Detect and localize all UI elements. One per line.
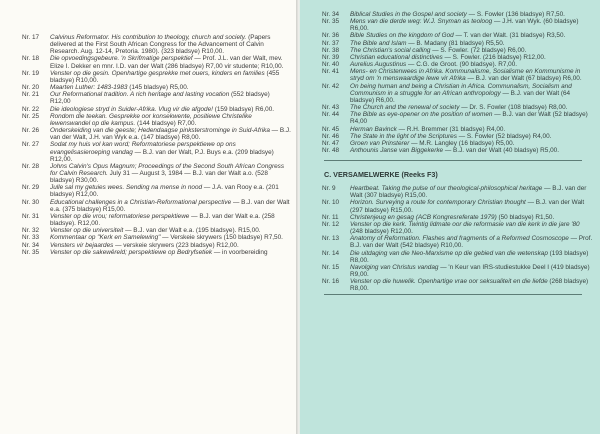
list-item bbox=[22, 141, 292, 162]
list-item bbox=[322, 40, 594, 47]
entry-details: — B.J. van der Walt (307 bladsye) R15,00. bbox=[350, 185, 587, 200]
entry-details: — B.J. van der Walt (40 bladsye) R5,00. bbox=[443, 146, 560, 154]
entry-text bbox=[350, 61, 594, 68]
entry-text bbox=[350, 104, 594, 111]
list-item bbox=[322, 111, 594, 125]
entry-number: Nr. 40 bbox=[322, 61, 340, 69]
entry-title: The Bible as eye-opener on the position of women bbox=[350, 111, 493, 119]
entry-details: — C.G. de Groot. (90 bladsye). R7,00. bbox=[406, 61, 518, 69]
entry-title: Anatomy of Reformation. Flashes and fragments of a Reformed Cosmoscope bbox=[350, 235, 569, 243]
entry-text bbox=[50, 70, 292, 84]
entry-number: Nr. 35 bbox=[22, 248, 40, 256]
entry-title: Venster op die kerk. Twintig lidmate oor die reformasie van die kerk in die jare '80 bbox=[350, 220, 580, 228]
section-heading: C. VERSAMELWERKE (Reeks F3) bbox=[324, 170, 438, 180]
entry-details: — S. Fowler. (216 bladsye) R12,00. bbox=[442, 53, 546, 61]
entry-title: Groen van Prinsterer bbox=[350, 139, 410, 147]
entry-number: Nr. 44 bbox=[322, 111, 340, 119]
entry-number: Nr. 41 bbox=[322, 68, 340, 76]
entry-details: (159 bladsye) R6,00. bbox=[212, 105, 275, 113]
list-item bbox=[22, 55, 292, 69]
entry-number: Nr. 25 bbox=[22, 112, 40, 120]
list-item bbox=[22, 84, 292, 91]
entry-number: Nr. 29 bbox=[22, 184, 40, 192]
entry-number: Nr. 39 bbox=[322, 53, 340, 61]
entry-details: — M.R. Langley (16 bladsye) R5,00. bbox=[409, 139, 515, 147]
entry-text bbox=[50, 184, 292, 198]
list-item bbox=[322, 278, 594, 292]
entry-title: Our Reformational tradition. A rich heritage and lasting vocation bbox=[50, 91, 230, 99]
entry-details: — S. Fowler. (72 bladsye) R6,00. bbox=[430, 46, 527, 54]
left-entry-list bbox=[22, 34, 292, 256]
section-entry-list bbox=[322, 185, 594, 292]
entry-title: Venster op die gesin. Openhartige gesprekke met ouers, kinders en families bbox=[50, 69, 265, 77]
entry-title: Bible Studies on the kingdom of God bbox=[350, 32, 454, 40]
entry-text bbox=[350, 68, 594, 82]
entry-details: (145 bladsye) R5,00. bbox=[127, 84, 189, 92]
list-item bbox=[22, 106, 292, 113]
entry-details: — J.A. van Rooy e.a. (201 bladsye) R12,00. bbox=[50, 184, 279, 199]
entry-title: Educational challenges in a Christian-Reformational perspective bbox=[50, 198, 232, 206]
list-item bbox=[322, 235, 594, 249]
entry-number: Nr. 28 bbox=[22, 162, 40, 170]
entry-text bbox=[350, 47, 594, 54]
entry-number: Nr. 36 bbox=[322, 32, 340, 40]
entry-number: Nr. 42 bbox=[322, 82, 340, 90]
entry-text bbox=[350, 40, 594, 47]
entry-text bbox=[50, 55, 292, 69]
entry-text bbox=[50, 127, 292, 141]
list-item bbox=[22, 199, 292, 213]
entry-number: Nr. 35 bbox=[322, 18, 340, 26]
entry-details: — Verskeie skrywers (150 bladsye) R7,50. bbox=[160, 234, 283, 242]
entry-text bbox=[350, 214, 594, 221]
entry-number: Nr. 47 bbox=[322, 139, 340, 147]
entry-title: Aurelius Augustinus bbox=[350, 61, 407, 69]
entry-details: — B.J. van der Walt e.a. (195 bladsye). R15,00. bbox=[123, 227, 261, 235]
entry-text bbox=[350, 140, 594, 147]
list-item bbox=[22, 163, 292, 184]
entry-number: Nr. 37 bbox=[322, 39, 340, 47]
section-divider bbox=[324, 160, 582, 161]
entry-number: Nr. 13 bbox=[322, 235, 340, 243]
entry-text bbox=[350, 32, 594, 39]
entry-number: Nr. 12 bbox=[322, 220, 340, 228]
entry-title: Anthounis Janse van Biggekerke bbox=[350, 146, 444, 154]
right-page bbox=[300, 0, 600, 434]
entry-number: Nr. 16 bbox=[322, 278, 340, 286]
entry-text bbox=[50, 163, 292, 184]
entry-details: — B.J. van der Walt e.a. (258 bladsye). R12,00. bbox=[50, 212, 275, 228]
list-item bbox=[322, 264, 594, 278]
entry-title: Navolging van Christus vandag bbox=[350, 263, 439, 271]
entry-title: Vensters vir bejaardes bbox=[50, 241, 114, 249]
entry-text bbox=[350, 11, 594, 18]
entry-details: — B.J. van der Walt (67 bladsye) R6,00. bbox=[465, 75, 582, 83]
entry-text bbox=[50, 91, 292, 105]
entry-title: On being human and being a Christian in Africa. Communalism, Socialism and Communism in a struggle for an African anthropology bbox=[350, 82, 572, 97]
entry-number: Nr. 21 bbox=[22, 91, 40, 99]
entry-details: July 31 — August 3, 1984 — B.J. van der Walt a.o. (528 bladsye) R30,00. bbox=[50, 169, 268, 185]
entry-text bbox=[50, 113, 292, 127]
list-item bbox=[22, 91, 292, 105]
entry-number: Nr. 14 bbox=[322, 249, 340, 257]
entry-number: Nr. 20 bbox=[22, 84, 40, 92]
list-item bbox=[322, 133, 594, 140]
entry-title: Sodat my huis vol kan word; Reformatoriese perspektiewe op ons evangelisasieroeping vandag bbox=[50, 141, 236, 156]
entry-details: — verskeie skrywers (223 bladsye) R12,00. bbox=[113, 241, 239, 249]
entry-details: — B.J. van der Walt (297 bladsye) R15,00. bbox=[350, 199, 585, 214]
entry-text bbox=[350, 235, 594, 249]
list-item bbox=[322, 140, 594, 147]
entry-details: — J.H. van Wyk. (60 bladsye) R6,00. bbox=[350, 18, 579, 33]
entry-text bbox=[50, 141, 292, 162]
list-item bbox=[322, 185, 594, 199]
entry-text bbox=[350, 54, 594, 61]
entry-number: Nr. 33 bbox=[22, 234, 40, 242]
entry-text bbox=[50, 199, 292, 213]
entry-details: — B.J. van der Walt (52 bladsye) R4,00 bbox=[350, 111, 588, 126]
entry-number: Nr. 15 bbox=[322, 263, 340, 271]
entry-details: — B.J. van der Walt e.a. (375 bladsye) R15,00. bbox=[50, 198, 290, 213]
bottom-divider bbox=[324, 294, 582, 295]
entry-details: — B. Madany (81 bladsye) R5,50. bbox=[406, 39, 505, 47]
entry-title: Die opvoedingsgebeure. 'n Skrifmatige perspektief bbox=[50, 55, 193, 63]
list-item bbox=[22, 34, 292, 55]
entry-text bbox=[350, 133, 594, 140]
entry-text bbox=[350, 147, 594, 154]
entry-number: Nr. 27 bbox=[22, 141, 40, 149]
entry-number: Nr. 26 bbox=[22, 127, 40, 135]
entry-number: Nr. 30 bbox=[22, 198, 40, 206]
entry-number: Nr. 9 bbox=[322, 185, 336, 193]
entry-title: Rondom die teekan. Gesprekke oor konsekwente, positiewe Christelike lewenswandel op die kampus. bbox=[50, 112, 252, 127]
list-item bbox=[22, 127, 292, 141]
entry-title: The Christian's social calling bbox=[350, 46, 431, 54]
list-item bbox=[322, 147, 594, 154]
entry-details: — S. Fowler (136 bladsye) R7,50. bbox=[466, 11, 565, 18]
entry-details: (268 bladsye) R8,00. bbox=[350, 278, 589, 293]
entry-title: Die ideologiese stryd in Suider-Afrika. Vlug vir die afgode! bbox=[50, 105, 213, 113]
entry-details: — T. van der Walt. (31 bladsye) R3,50. bbox=[453, 32, 566, 40]
entry-number: Nr. 22 bbox=[22, 105, 40, 113]
entry-text bbox=[50, 34, 292, 55]
list-item bbox=[322, 11, 594, 18]
entry-number: Nr. 48 bbox=[322, 146, 340, 154]
entry-title: Maarten Luther: 1483-1983 bbox=[50, 84, 128, 92]
entry-title: Biblical Studies in the Gospel and society bbox=[350, 11, 467, 18]
list-item bbox=[322, 54, 594, 61]
list-item bbox=[322, 104, 594, 111]
entry-title: Christian educational distinctives bbox=[350, 53, 443, 61]
entry-text bbox=[50, 249, 292, 256]
entry-title: Julle sal my getuies wees. Sending na mense in nood bbox=[50, 184, 203, 192]
entry-details: — B.J. van der Walt, J.H. van Wyk e.a. (147 bladsye) R8,00. bbox=[50, 127, 291, 142]
entry-text bbox=[350, 18, 594, 32]
entry-title: Venster op die huwelik. Openhartige vrae oor seksualiteit en die liefde bbox=[350, 278, 548, 286]
entry-title: Christenjeug en gesag (ACB Kongresreferate 1979) bbox=[350, 213, 497, 221]
list-item bbox=[22, 213, 292, 227]
entry-details: — B.J. van der Walt (64 bladsye) R6,00. bbox=[350, 89, 571, 104]
entry-details: — Prof. B.J. van der Walt (542 bladsye) R10,00. bbox=[350, 235, 593, 250]
entry-details: (144 bladsye) R7,00. bbox=[135, 119, 197, 127]
entry-title: Horizon. Surveying a route for contemporary Christian thought bbox=[350, 199, 526, 207]
entry-title: Onderskeiding van die geeste; Hedendaagse pinksterstrominge in Suid-Afrika bbox=[50, 127, 270, 135]
entry-text bbox=[350, 111, 594, 125]
list-item bbox=[322, 47, 594, 54]
entry-text bbox=[50, 213, 292, 227]
entry-title: Mens- en Christenwees in Afrika. Kommunalisme, Sosialisme en Kommunisme in stryd om 'n menswaardige lewe vir Afrika bbox=[350, 68, 581, 83]
entry-text bbox=[350, 221, 594, 235]
list-item bbox=[322, 83, 594, 104]
entry-text bbox=[350, 199, 594, 213]
entry-number: Nr. 11 bbox=[322, 213, 339, 221]
entry-title: The Church and the renewal of society bbox=[350, 104, 460, 112]
entry-details: — B.J. van der Walt, P.J. Buys e.a. (209 bladsye) R12,00. bbox=[50, 148, 274, 163]
entry-text bbox=[350, 250, 594, 264]
entry-number: Nr. 19 bbox=[22, 69, 40, 77]
list-item bbox=[22, 249, 292, 256]
entry-text bbox=[50, 84, 292, 91]
list-item bbox=[22, 70, 292, 84]
entry-details: — R.H. Bremmer (31 bladsye) R4,00. bbox=[396, 125, 506, 133]
right-entry-list bbox=[322, 11, 594, 154]
entry-title: The Bible and Islam bbox=[350, 39, 407, 47]
entry-text bbox=[350, 185, 594, 199]
entry-title: Venster op die sakewêreld; perspektiewe op Bedryfsetiek bbox=[50, 248, 213, 256]
entry-text bbox=[50, 242, 292, 249]
entry-title: Johns Calvin's Opus Magnum; Proceedings of the Second South African Congress for Calvin Research. bbox=[50, 162, 285, 177]
list-item bbox=[322, 61, 594, 68]
list-item bbox=[322, 68, 594, 82]
entry-number: Nr. 34 bbox=[22, 241, 40, 249]
entry-details: — Prof. J.L. van der Walt, mev. Elize I. Dekker en mnr. I.D. van der Walt (286 bladsye) R7,00 vir studente; R10,00. bbox=[50, 55, 284, 70]
entry-title: The State in the light of the Scriptures bbox=[350, 132, 457, 140]
entry-details: (552 bladsye) R12,00 bbox=[50, 91, 270, 106]
entry-details: (193 bladsye) R8,00. bbox=[350, 249, 589, 264]
list-item bbox=[322, 214, 594, 221]
entry-details: (Papers delivered at the First South African Congress for the Advancement of Calvin Research. Aug. 12-14, Pretoria. 1980). (323 bladsye) R10,00. bbox=[50, 34, 271, 56]
entry-details: (50 bladsye) R1,50. bbox=[496, 213, 555, 221]
list-item bbox=[322, 18, 594, 32]
entry-title: Kommentaar op "Kerk en Samelewing" bbox=[50, 234, 161, 242]
entry-text bbox=[350, 83, 594, 104]
entry-text bbox=[350, 264, 594, 278]
list-item bbox=[22, 242, 292, 249]
list-item bbox=[322, 126, 594, 133]
entry-details: (248 bladsye) R12,00. bbox=[350, 228, 413, 236]
entry-title: Calvinus Reformator. His contribution to theology, church and society. bbox=[50, 34, 247, 41]
list-item bbox=[322, 32, 594, 39]
list-item bbox=[22, 113, 292, 127]
list-item bbox=[22, 184, 292, 198]
entry-text bbox=[50, 227, 292, 234]
entry-number: Nr. 18 bbox=[22, 55, 40, 63]
list-item bbox=[322, 250, 594, 264]
entry-number: Nr. 31 bbox=[22, 212, 40, 220]
entry-number: Nr. 32 bbox=[22, 227, 40, 235]
entry-text bbox=[350, 126, 594, 133]
entry-title: Venster op die vrou; reformatoriese perspektiewe bbox=[50, 212, 190, 220]
entry-details: — Dr. S. Fowler (108 bladsye) R8,00. bbox=[459, 104, 568, 112]
entry-number: Nr. 43 bbox=[322, 104, 340, 112]
entry-number: Nr. 10 bbox=[322, 199, 340, 207]
entry-title: Venster op die universiteit bbox=[50, 227, 124, 235]
entry-number: Nr. 46 bbox=[322, 132, 340, 140]
entry-title: Mens van die derde weg: W.J. Snyman as teoloog bbox=[350, 18, 493, 26]
entry-text bbox=[50, 234, 292, 241]
entry-number: Nr. 45 bbox=[322, 125, 340, 133]
entry-text bbox=[350, 278, 594, 292]
entry-details: (455 bladsye) R10,00. bbox=[50, 69, 280, 84]
entry-details: — S. Fowler (52 bladsye) R4,00. bbox=[456, 132, 552, 140]
list-item bbox=[322, 199, 594, 213]
entry-title: Die uitdaging van die Neo-Marxisme op die gebied van die wetenskap bbox=[350, 249, 548, 257]
entry-number: Nr. 17 bbox=[22, 34, 40, 41]
list-item bbox=[22, 227, 292, 234]
list-item bbox=[322, 221, 594, 235]
entry-title: Herman Bavinck bbox=[350, 125, 397, 133]
list-item bbox=[22, 234, 292, 241]
entry-details: — in voorbereiding bbox=[212, 248, 268, 256]
entry-text bbox=[50, 106, 292, 113]
entry-title: Heartbeat. Taking the pulse of our theological-philosophical heritage bbox=[350, 185, 543, 193]
entry-details: — 'n Keur van IRS-studiestukke Deel I (419 bladsye) R9,00. bbox=[350, 263, 590, 278]
entry-number: Nr. 38 bbox=[322, 46, 340, 54]
entry-number: Nr. 34 bbox=[322, 11, 340, 18]
